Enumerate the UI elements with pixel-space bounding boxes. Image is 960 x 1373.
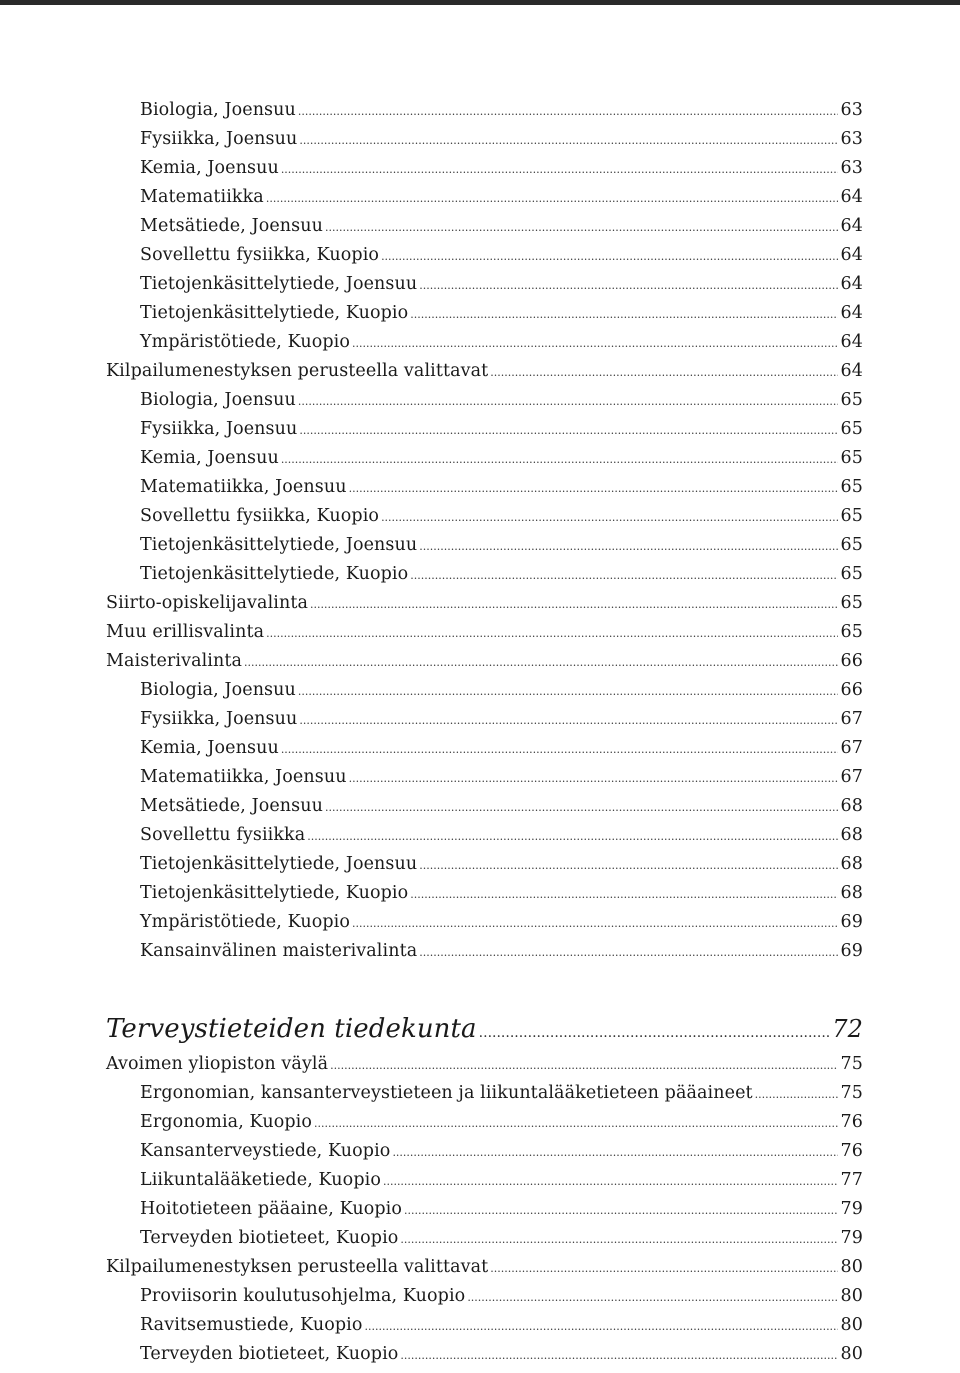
toc-entry[interactable] [106,390,863,419]
dot-leader [299,424,837,437]
toc-entry[interactable] [106,941,863,970]
toc-entry[interactable] [106,1199,863,1228]
entry-label: Biologia, Joensuu [140,390,296,410]
toc-entry[interactable] [106,651,863,680]
toc-entry[interactable] [106,361,863,390]
entry-label: Maisterivalinta [106,651,243,671]
dot-leader [299,714,837,727]
dot-leader [410,888,837,901]
toc-entry[interactable] [106,448,863,477]
dot-leader [349,772,838,785]
dot-leader [298,105,838,118]
toc-entry[interactable] [106,1228,863,1257]
entry-label: Liikuntalääketiede, Kuopio [140,1170,381,1190]
entry-page-number: 68 [840,825,863,845]
dot-leader [490,1262,837,1275]
dot-leader [404,1204,838,1217]
entry-label: Terveyden biotieteet, Kuopio [140,1344,399,1364]
entry-page-number: 79 [840,1199,863,1219]
dot-leader [314,1117,838,1130]
entry-label: Siirto-opiskelijavalinta [106,593,309,613]
entry-label: Kansainvälinen maisterivalinta [140,941,418,961]
entry-page-number: 67 [840,738,863,758]
dot-leader [349,482,838,495]
entry-label: Ympäristötiede, Kuopio [140,332,350,352]
toc-entry[interactable] [106,1141,863,1170]
toc-entry[interactable] [106,129,863,158]
dot-leader [400,1233,837,1246]
entry-page-number: 65 [840,622,863,642]
entry-label: Tietojenkäsittelytiede, Kuopio [140,883,409,903]
entry-page-number: 65 [840,593,863,613]
toc-entry[interactable] [106,1083,863,1112]
toc-entry[interactable] [106,1286,863,1315]
toc-entry[interactable] [106,332,863,361]
toc-entry[interactable] [106,622,863,651]
entry-label: Metsätiede, Joensuu [140,216,323,236]
entry-page-number: 66 [840,651,863,671]
entry-label: Ergonomia, Kuopio [140,1112,312,1132]
toc-entry[interactable] [106,1344,863,1373]
dot-leader [281,453,838,466]
toc-entry[interactable] [106,1054,863,1083]
entry-label: Ergonomian, kansanterveystieteen ja liikuntalääketieteen pääaineet [140,1083,753,1103]
dot-leader [299,134,837,147]
toc-entry[interactable] [106,709,863,738]
dot-leader [410,569,837,582]
dot-leader [310,598,838,611]
dot-leader [281,743,838,756]
entry-page-number: 69 [840,912,863,932]
toc-entry[interactable] [106,100,863,129]
dot-leader [352,337,838,350]
dot-leader [365,1320,838,1333]
entry-label: Sovellettu fysiikka, Kuopio [140,506,380,526]
toc-entry[interactable] [106,825,863,854]
dot-leader [381,250,837,263]
toc-entry[interactable] [106,1170,863,1199]
entry-label: Fysiikka, Joensuu [140,419,298,439]
entry-label: Tietojenkäsittelytiede, Joensuu [140,854,418,874]
entry-page-number: 65 [840,477,863,497]
dot-leader [325,221,838,234]
entry-label: Proviisorin koulutusohjelma, Kuopio [140,1286,466,1306]
toc-entry[interactable] [106,767,863,796]
dot-leader [325,801,838,814]
entry-page-number: 63 [840,100,863,120]
entry-label: Tietojenkäsittelytiede, Kuopio [140,564,409,584]
entry-page-number: 69 [840,941,863,961]
toc-entry[interactable] [106,535,863,564]
entry-label: Avoimen yliopiston väylä [106,1054,329,1074]
toc-entry[interactable] [106,274,863,303]
entry-label: Kemia, Joensuu [140,158,279,178]
toc-entry[interactable] [106,738,863,767]
entry-page-number: 65 [840,506,863,526]
entry-page-number: 68 [840,796,863,816]
toc-entry[interactable] [106,680,863,709]
entry-page-number: 64 [840,245,863,265]
toc-entry[interactable] [106,245,863,274]
entry-label: Matematiikka [140,187,264,207]
toc-entry[interactable] [106,854,863,883]
entry-label: Fysiikka, Joensuu [140,709,298,729]
dot-leader [419,859,837,872]
entry-label: Biologia, Joensuu [140,680,296,700]
section-page-number: 72 [832,1015,863,1043]
entry-label: Kilpailumenestyksen perusteella valittavat [106,1257,489,1277]
dot-leader [266,627,837,640]
dot-leader [298,685,838,698]
entry-page-number: 64 [840,216,863,236]
toc-entry[interactable] [106,303,863,332]
section-title: Terveystieteiden tiedekunta [106,1014,477,1044]
toc-entry[interactable] [106,593,863,622]
entry-label: Kilpailumenestyksen perusteella valittavat [106,361,489,381]
toc-entry[interactable] [106,912,863,941]
entry-page-number: 75 [840,1083,863,1103]
dot-leader [307,830,837,843]
entry-page-number: 67 [840,709,863,729]
dot-leader [467,1291,837,1304]
entry-page-number: 68 [840,883,863,903]
dot-leader [330,1059,837,1072]
entry-label: Kemia, Joensuu [140,738,279,758]
entry-page-number: 65 [840,535,863,555]
entry-label: Matematiikka, Joensuu [140,477,347,497]
top-border-rule [0,0,960,5]
entry-page-number: 64 [840,361,863,381]
entry-page-number: 63 [840,158,863,178]
toc-entry[interactable] [106,506,863,535]
toc-entry[interactable] [106,1112,863,1141]
entry-page-number: 80 [840,1257,863,1277]
entry-label: Ympäristötiede, Kuopio [140,912,350,932]
entry-page-number: 65 [840,564,863,584]
dot-leader [755,1088,838,1101]
toc-entry[interactable] [106,419,863,448]
toc-entry[interactable] [106,477,863,506]
toc-entry[interactable] [106,216,863,245]
entry-page-number: 64 [840,187,863,207]
entry-page-number: 77 [840,1170,863,1190]
entry-page-number: 68 [840,854,863,874]
entry-page-number: 67 [840,767,863,787]
toc-entry[interactable] [106,187,863,216]
entry-label: Fysiikka, Joensuu [140,129,298,149]
toc-list-lower [106,1054,863,1373]
dot-leader [352,917,838,930]
entry-page-number: 65 [840,390,863,410]
entry-page-number: 76 [840,1112,863,1132]
toc-entry[interactable] [106,158,863,187]
entry-label: Kemia, Joensuu [140,448,279,468]
entry-page-number: 64 [840,332,863,352]
entry-label: Biologia, Joensuu [140,100,296,120]
dot-leader [479,1025,830,1041]
dot-leader [419,946,837,959]
dot-leader [298,395,838,408]
toc-entry[interactable] [106,1315,863,1344]
entry-label: Ravitsemustiede, Kuopio [140,1315,363,1335]
entry-label: Muu erillisvalinta [106,622,265,642]
toc-entry[interactable] [106,883,863,912]
dot-leader [381,511,837,524]
dot-leader [400,1349,837,1362]
dot-leader [392,1146,837,1159]
entry-page-number: 80 [840,1286,863,1306]
entry-label: Terveyden biotieteet, Kuopio [140,1228,399,1248]
entry-label: Kansanterveystiede, Kuopio [140,1141,391,1161]
entry-page-number: 65 [840,419,863,439]
entry-label: Tietojenkäsittelytiede, Joensuu [140,535,418,555]
dot-leader [419,279,837,292]
entry-label: Sovellettu fysiikka [140,825,306,845]
entry-label: Matematiikka, Joensuu [140,767,347,787]
toc-entry[interactable] [106,1257,863,1286]
entry-label: Sovellettu fysiikka, Kuopio [140,245,380,265]
entry-label: Tietojenkäsittelytiede, Kuopio [140,303,409,323]
entry-page-number: 80 [840,1344,863,1364]
section-spacer [106,970,863,1014]
dot-leader [383,1175,838,1188]
entry-label: Tietojenkäsittelytiede, Joensuu [140,274,418,294]
toc-list-upper [106,100,863,970]
toc-section-heading[interactable] [106,1014,863,1054]
entry-label: Hoitotieteen pääaine, Kuopio [140,1199,403,1219]
entry-label: Metsätiede, Joensuu [140,796,323,816]
dot-leader [244,656,838,669]
entry-page-number: 64 [840,274,863,294]
dot-leader [490,366,837,379]
entry-page-number: 65 [840,448,863,468]
toc-entry[interactable] [106,796,863,825]
entry-page-number: 76 [840,1141,863,1161]
entry-page-number: 63 [840,129,863,149]
entry-page-number: 64 [840,303,863,323]
entry-page-number: 80 [840,1315,863,1335]
entry-page-number: 66 [840,680,863,700]
table-of-contents [106,100,863,1373]
entry-page-number: 75 [840,1054,863,1074]
entry-page-number: 79 [840,1228,863,1248]
toc-entry[interactable] [106,564,863,593]
dot-leader [419,540,837,553]
dot-leader [410,308,837,321]
dot-leader [281,163,838,176]
dot-leader [266,192,838,205]
